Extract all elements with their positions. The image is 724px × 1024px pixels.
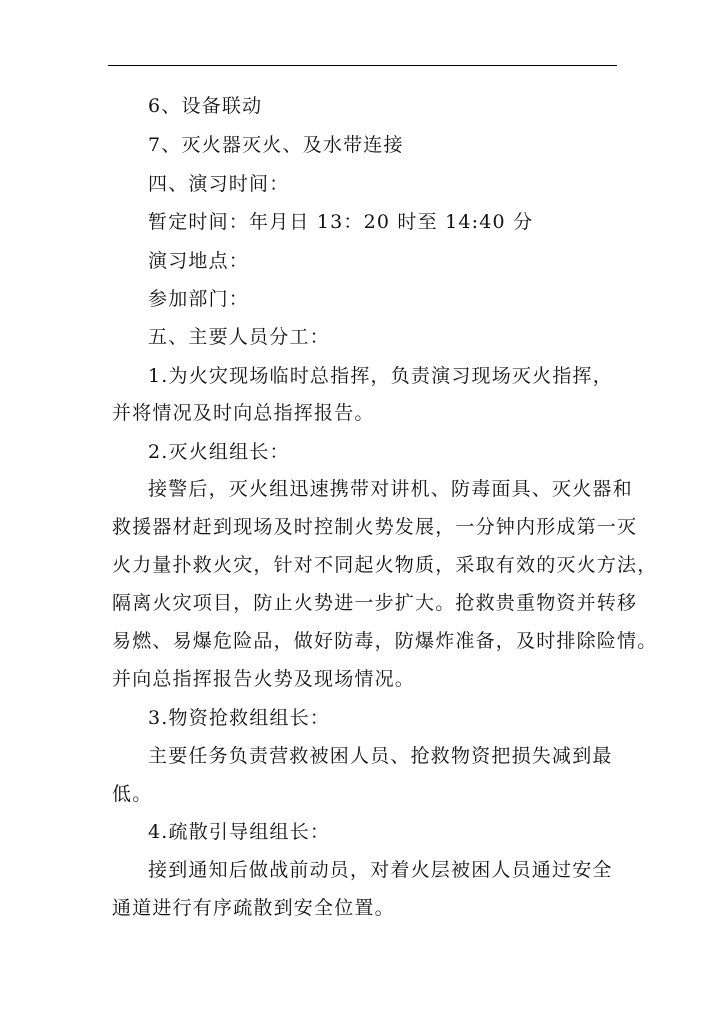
drill-location: 演习地点： <box>148 250 250 272</box>
item-extinguisher-hose: 7、灭火器灭火、及水带连接 <box>148 134 404 156</box>
section-staff-assignment: 五、主要人员分工： <box>148 326 330 348</box>
assignment-2-line-2: 救援器材赶到现场及时控制火势发展，一分钟内形成第一灭 <box>112 516 638 538</box>
header-rule <box>108 65 617 66</box>
section-drill-time: 四、演习时间： <box>148 173 290 195</box>
assignment-4-heading: 4.疏散引导组组长： <box>148 821 331 843</box>
assignment-1-line-2: 并将情况及时向总指挥报告。 <box>112 402 375 424</box>
assignment-1-line-1: 1.为火灾现场临时总指挥，负责演习现场灭火指挥， <box>148 365 613 387</box>
assignment-3-line-1: 主要任务负责营救被困人员、抢救物资把损失减到最 <box>148 745 613 767</box>
assignment-3-line-2: 低。 <box>112 783 153 805</box>
assignment-3-heading: 3.物资抢救组组长： <box>148 707 331 729</box>
participating-departments: 参加部门： <box>148 288 250 310</box>
assignment-4-line-1: 接到通知后做战前动员，对着火层被困人员通过安全 <box>148 859 613 881</box>
assignment-2-line-1: 接警后，灭火组迅速携带对讲机、防毒面具、灭火器和 <box>148 478 633 500</box>
tentative-time: 暂定时间：年月日 13：20 时至 14:40 分 <box>148 211 534 233</box>
assignment-4-line-2: 通道进行有序疏散到安全位置。 <box>112 897 395 919</box>
assignment-2-line-6: 并向总指挥报告火势及现场情况。 <box>112 668 416 690</box>
assignment-2-heading: 2.灭火组组长： <box>148 441 290 463</box>
assignment-2-line-4: 隔离火灾项目，防止火势进一步扩大。抢救贵重物资并转移 <box>112 592 638 614</box>
assignment-2-line-3: 火力量扑救火灾，针对不同起火物质，采取有效的灭火方法， <box>112 554 658 576</box>
assignment-2-line-5: 易燃、易爆危险品，做好防毒，防爆炸准备，及时排除险情。 <box>112 630 658 652</box>
item-equipment-linkage: 6、设备联动 <box>148 95 263 117</box>
